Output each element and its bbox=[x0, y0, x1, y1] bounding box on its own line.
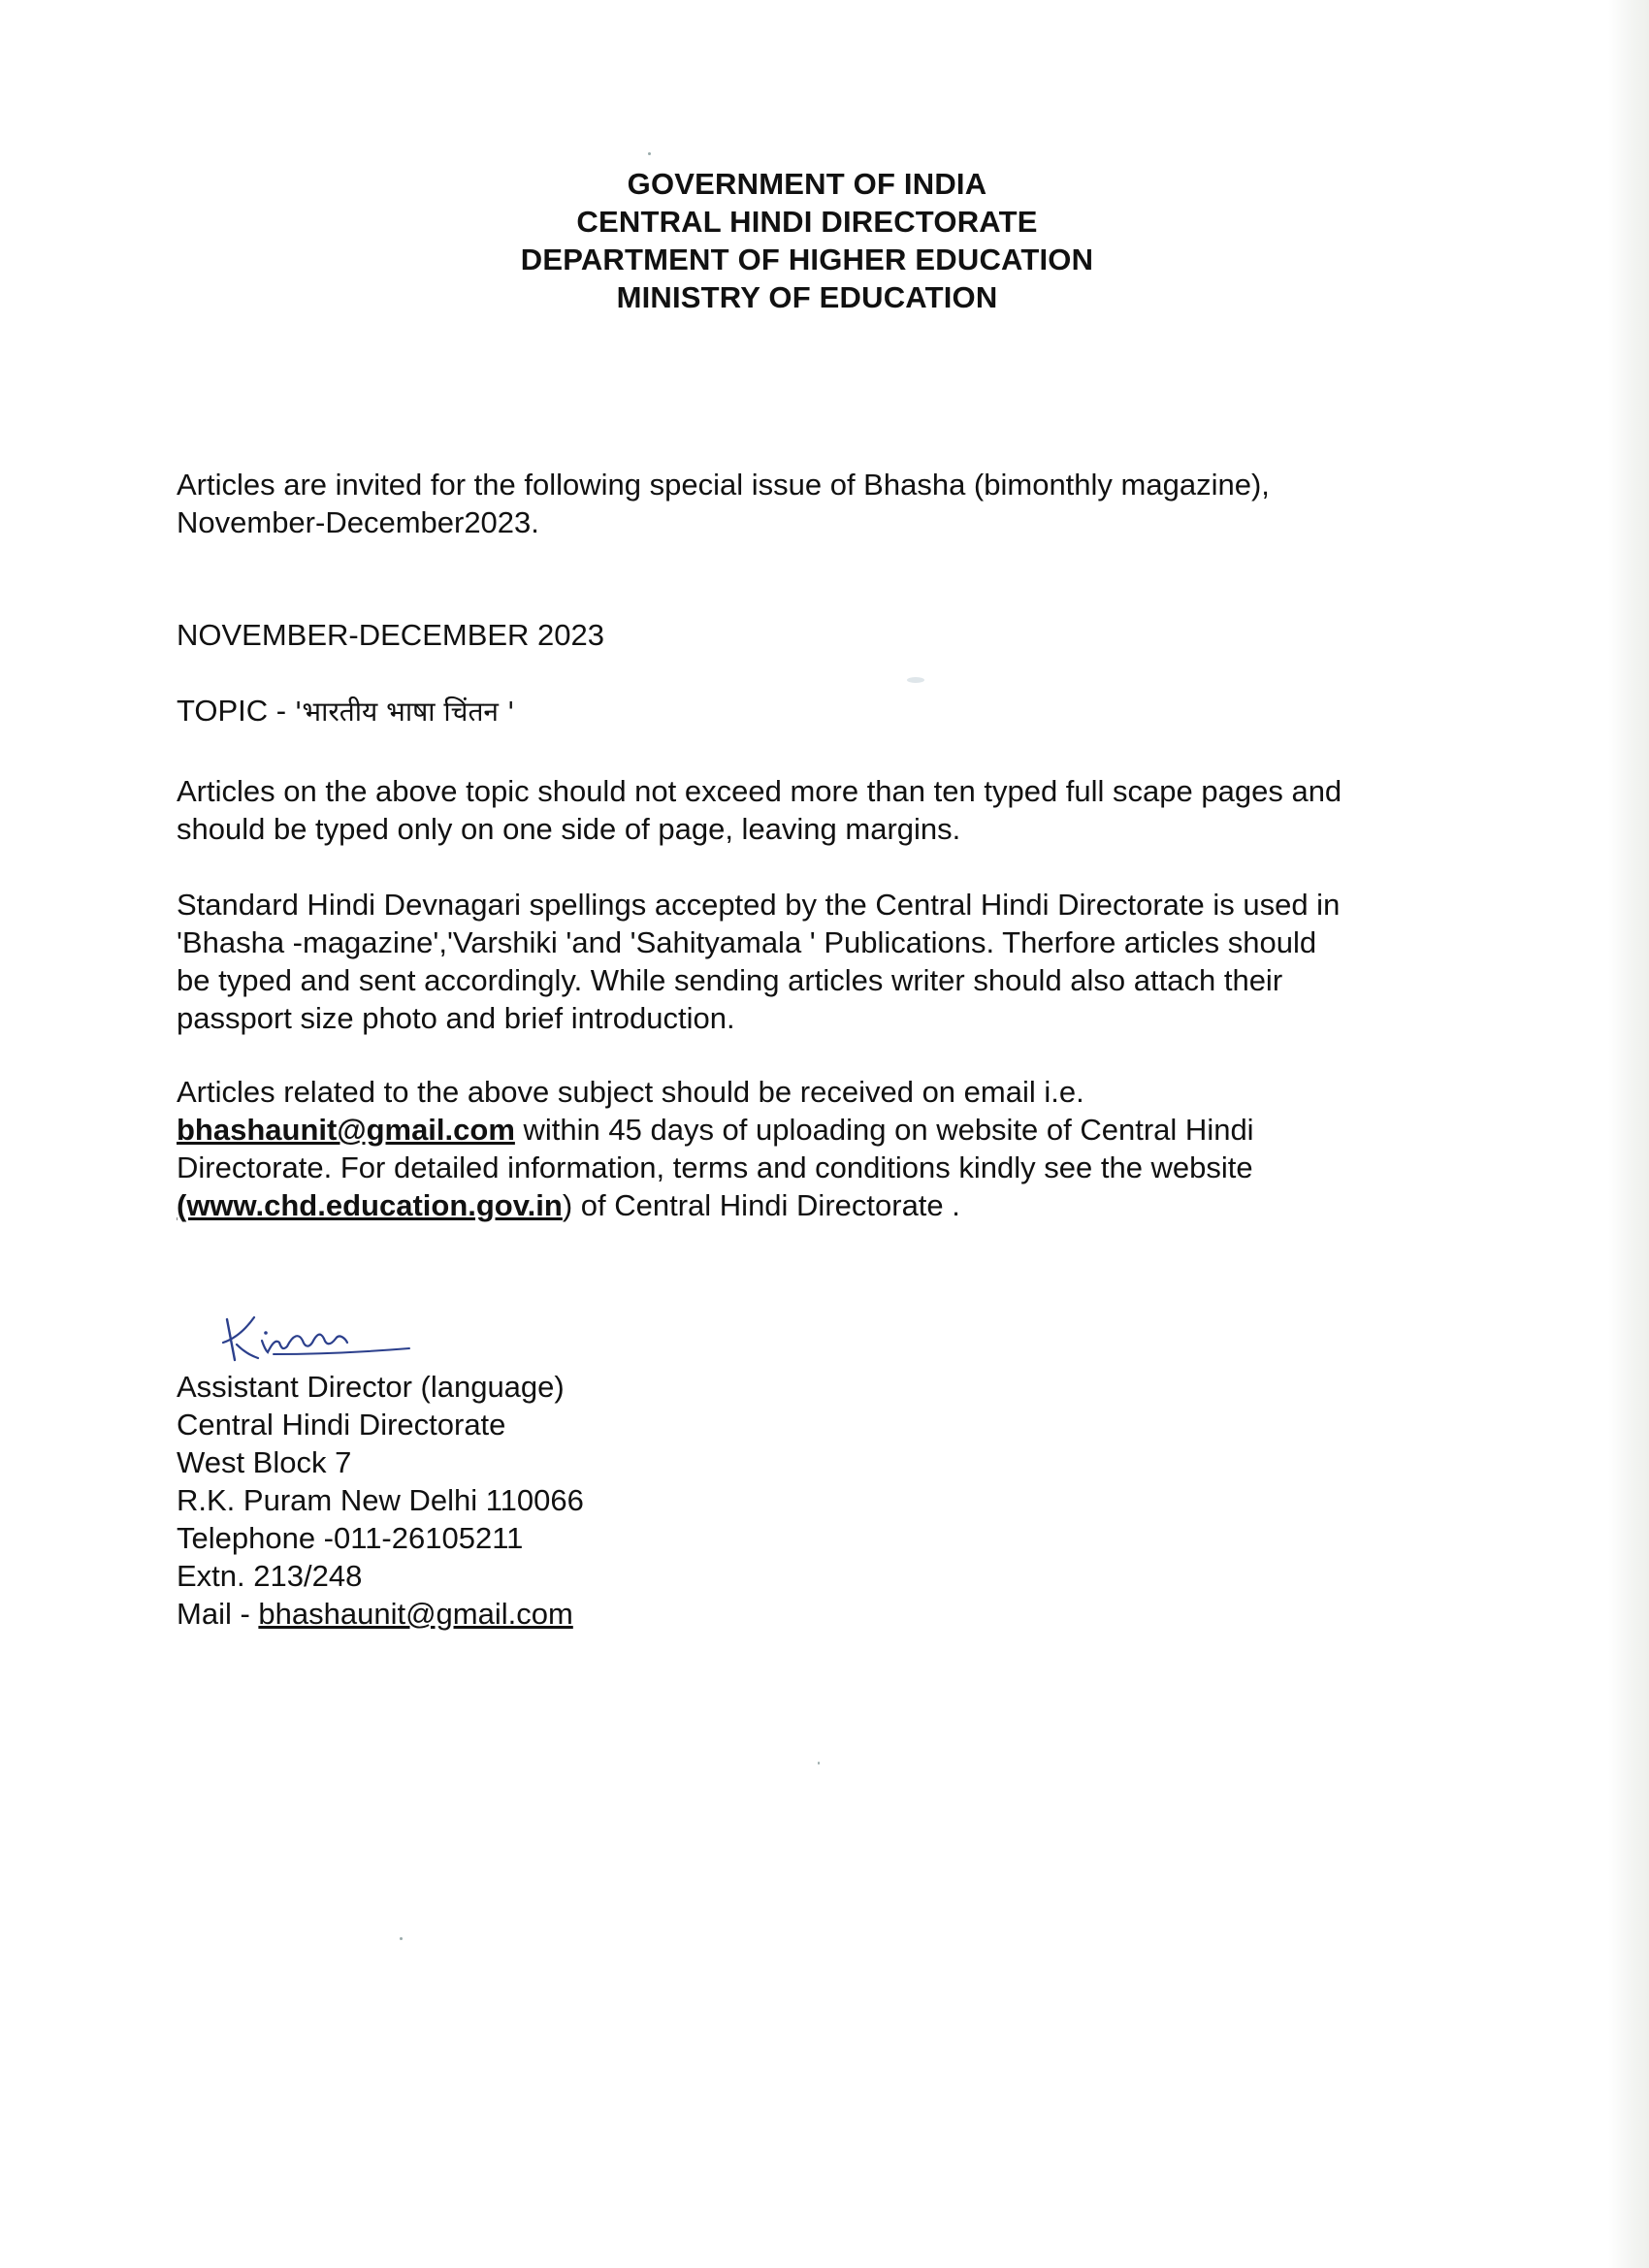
spelling-guidelines-paragraph bbox=[177, 886, 1438, 1037]
letterhead-line-department: DEPARTMENT OF HIGHER EDUCATION bbox=[520, 243, 1094, 276]
signatory-extension: Extn. 213/248 bbox=[177, 1559, 363, 1593]
letterhead-line-ministry: MINISTRY OF EDUCATION bbox=[616, 280, 998, 314]
submission-paragraph bbox=[177, 1073, 1438, 1224]
paragraph3-line-3: Directorate. For detailed information, terms and conditions kindly see the website bbox=[177, 1150, 1253, 1184]
signatory-mail-link[interactable]: bhashaunit@gmail.com bbox=[258, 1597, 573, 1631]
issue-heading bbox=[177, 616, 604, 654]
letterhead-line-government: GOVERNMENT OF INDIA bbox=[627, 167, 987, 201]
submission-email-link[interactable]: bhashaunit@gmail.com bbox=[177, 1113, 515, 1147]
signatory-office: Central Hindi Directorate bbox=[177, 1408, 506, 1442]
paragraph3-line-4-rest: ) of Central Hindi Directorate . bbox=[562, 1188, 960, 1222]
scan-speck bbox=[648, 152, 651, 155]
letterhead-line-directorate: CENTRAL HINDI DIRECTORATE bbox=[576, 205, 1038, 239]
signatory-mail-prefix: Mail - bbox=[177, 1597, 259, 1631]
scan-speck bbox=[818, 1762, 820, 1765]
scan-speck bbox=[400, 1937, 403, 1940]
length-guidelines-paragraph bbox=[177, 772, 1438, 848]
document-page bbox=[177, 165, 1438, 1631]
paragraph3-line-1: Articles related to the above subject should be received on email i.e. bbox=[177, 1075, 1084, 1109]
signatory-block-address: West Block 7 bbox=[177, 1445, 352, 1479]
signatory-city-address: R.K. Puram New Delhi 110066 bbox=[177, 1483, 584, 1517]
paragraph2-line-1: Standard Hindi Devnagari spellings accepted by the Central Hindi Directorate is used in bbox=[177, 888, 1341, 922]
signatory-telephone: Telephone -011-26105211 bbox=[177, 1521, 524, 1555]
paragraph3-line-2-rest: within 45 days of uploading on website of Central Hindi bbox=[514, 1113, 1254, 1147]
paragraph2-line-3: be typed and sent accordingly. While sending articles writer should also attach their bbox=[177, 963, 1283, 997]
signatory-block bbox=[177, 1368, 584, 1633]
paragraph1-line-2: should be typed only on one side of page, leaving margins. bbox=[177, 812, 961, 846]
scan-speck bbox=[907, 677, 924, 683]
signatory-designation: Assistant Director (language) bbox=[177, 1370, 565, 1404]
page-edge-shadow bbox=[1608, 0, 1649, 2268]
paragraph2-line-4: passport size photo and brief introduction. bbox=[177, 1001, 735, 1035]
intro-line-1: Articles are invited for the following special issue of Bhasha (bimonthly magazine), bbox=[177, 468, 1270, 502]
topic-title: 'भारतीय भाषा चिंतन ' bbox=[294, 696, 515, 728]
topic-prefix: TOPIC - bbox=[177, 694, 295, 728]
letterhead bbox=[177, 165, 1438, 316]
website-link[interactable]: (www.chd.education.gov.in bbox=[177, 1188, 563, 1222]
paragraph1-line-1: Articles on the above topic should not exceed more than ten typed full scape pages and bbox=[177, 774, 1342, 808]
topic-line bbox=[177, 692, 515, 730]
paragraph2-line-2: 'Bhasha -magazine','Varshiki 'and 'Sahityamala ' Publications. Therfore articles should bbox=[177, 925, 1317, 959]
issue-label: NOVEMBER-DECEMBER 2023 bbox=[177, 618, 605, 652]
handwritten-signature bbox=[215, 1310, 448, 1368]
intro-line-2: November-December2023. bbox=[177, 505, 539, 539]
intro-paragraph bbox=[177, 466, 1438, 541]
